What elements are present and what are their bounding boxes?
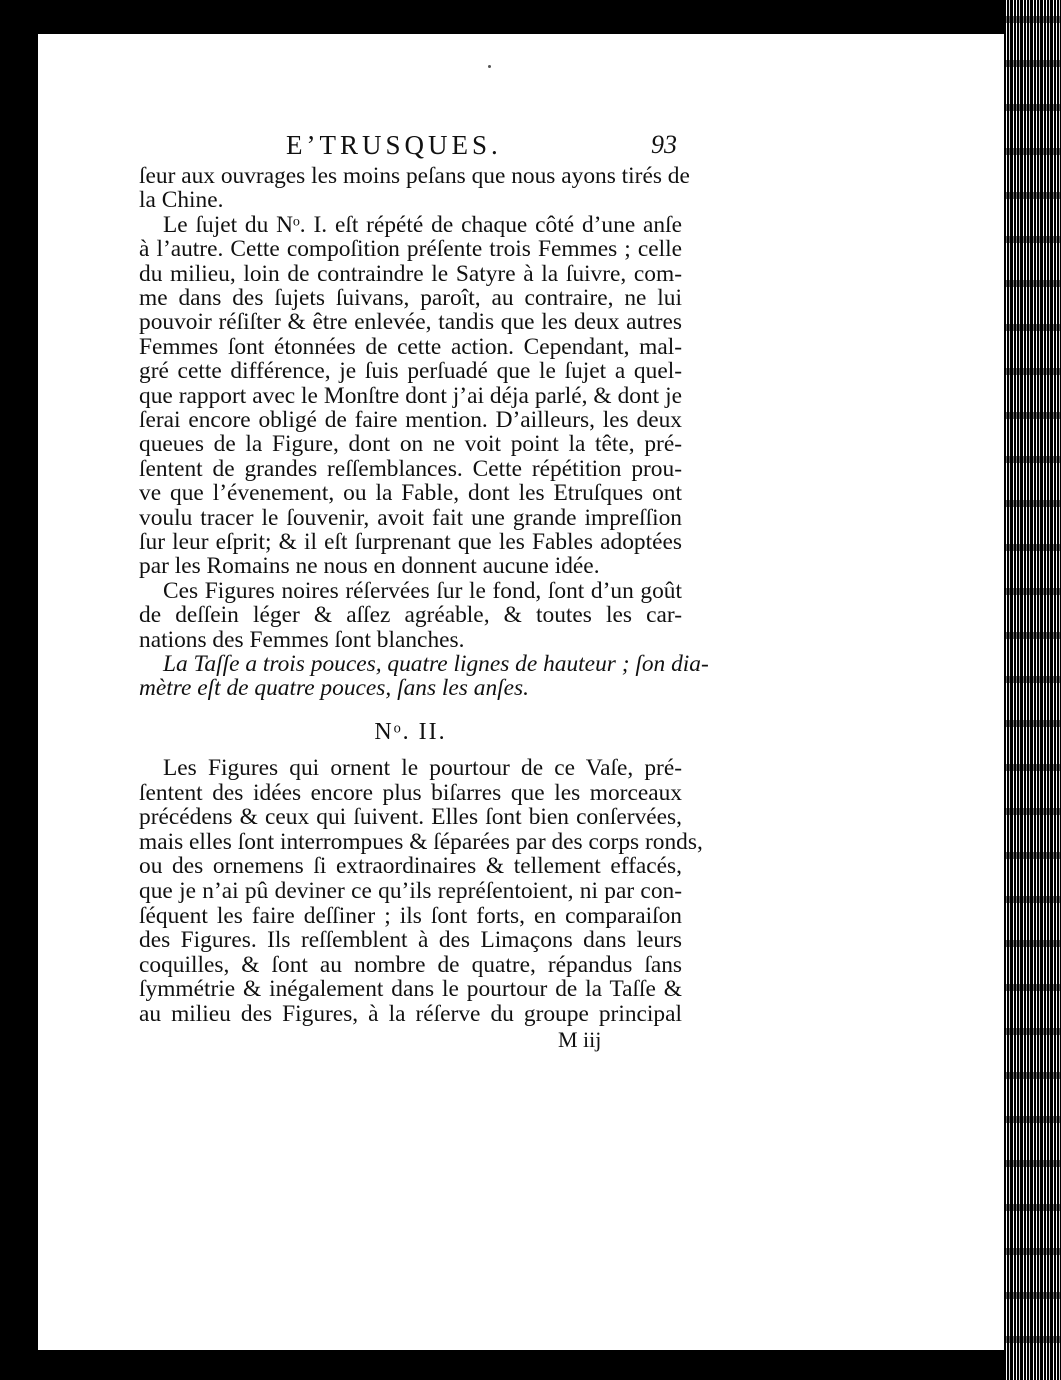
text-line: me dans des ſujets ſuivans, paroît, au contraire, ne lui	[139, 285, 682, 311]
text-line: par les Romains ne nous en donnent aucune idée.	[139, 553, 600, 580]
text-line: coquilles, & ſont au nombre de quatre, répandus ſans	[139, 951, 682, 978]
text-line: ſur leur eſprit; & il eſt ſurprenant que les Fables adoptées	[139, 529, 682, 555]
text-line: ſeur aux ouvrages les moins peſans que nous ayons tirés de	[139, 163, 690, 189]
running-head: E’TRUSQUES.	[286, 130, 502, 160]
text-line: au milieu des Figures, à la réſerve du groupe principal	[139, 1001, 682, 1027]
text-line: mètre eſt de quatre pouces, ſans les anſes.	[139, 675, 529, 702]
text-line: que je n’ai pû deviner ce qu’ils repréſentoient, ni par con-	[139, 878, 682, 904]
text-line: ſentent des idées encore plus biſarres que les morceaux	[139, 779, 682, 806]
text-line: de deſſein léger & aſſez agréable, & toutes les car-	[139, 602, 682, 629]
text-line: précédens & ceux qui ſuivent. Elles ſont bien conſervées,	[139, 804, 682, 831]
text-line: Femmes ſont étonnées de cette action. Cependant, mal-	[139, 333, 682, 360]
text-line: du milieu, loin de contraindre le Satyre à la ſuivre, com-	[139, 260, 682, 287]
text-line: la Chine.	[139, 187, 224, 214]
text-line: ſerai encore obligé de faire mention. D’ailleurs, les deux	[139, 407, 682, 433]
text-line: mais elles ſont interrompues & ſéparées par des corps ronds,	[139, 828, 703, 855]
text-line: des Figures. Ils reſſemblent à des Limaçons dans leurs	[139, 927, 682, 954]
text-line: La Taſſe a trois pouces, quatre lignes de hauteur ; ſon dia-	[163, 651, 709, 677]
text-line: ſentent de grandes reſſemblances. Cette répétition prou-	[139, 455, 682, 482]
text-line: queues de la Figure, dont on ne voit point la tête, pré-	[139, 431, 682, 458]
text-line: ſymmétrie & inégalement dans le pourtour de la Taſſe &	[139, 976, 682, 1003]
text-line: gré cette différence, je ſuis perſuadé que le ſujet a quel-	[139, 358, 682, 385]
page-number: 93	[651, 130, 677, 159]
text-line: ou des ornemens ſi extraordinaires & tellement effacés,	[139, 853, 682, 880]
text-line: que rapport avec le Monſtre dont j’ai déja parlé, & dont je	[139, 382, 682, 409]
signature-mark: M iij	[558, 1027, 602, 1052]
text-line: à l’autre. Cette compoſition préſente trois Femmes ; celle	[139, 236, 682, 263]
ink-speck	[488, 65, 491, 68]
text-line: nations des Femmes ſont blanches.	[139, 626, 465, 653]
text-line: Le ſujet du Nᵒ. I. eſt répété de chaque côté d’une anſe	[163, 211, 682, 238]
book-page-edges	[1004, 0, 1061, 1380]
text-line: Les Figures qui ornent le pourtour de ce Vaſe, pré-	[163, 755, 682, 781]
text-line: pouvoir réſiſter & être enlevée, tandis que les deux autres	[139, 309, 682, 336]
section-heading-no2: Nᵒ. II.	[374, 719, 447, 745]
text-line: ſéquent les faire deſſiner ; ils ſont forts, en comparaiſon	[139, 902, 682, 929]
text-line: voulu tracer le ſouvenir, avoit fait une grande impreſſion	[139, 504, 682, 531]
text-line: Ces Figures noires réſervées ſur le fond, ſont d’un goût	[163, 577, 682, 604]
text-line: ve que l’évenement, ou la Fable, dont les Etruſques ont	[139, 480, 682, 507]
